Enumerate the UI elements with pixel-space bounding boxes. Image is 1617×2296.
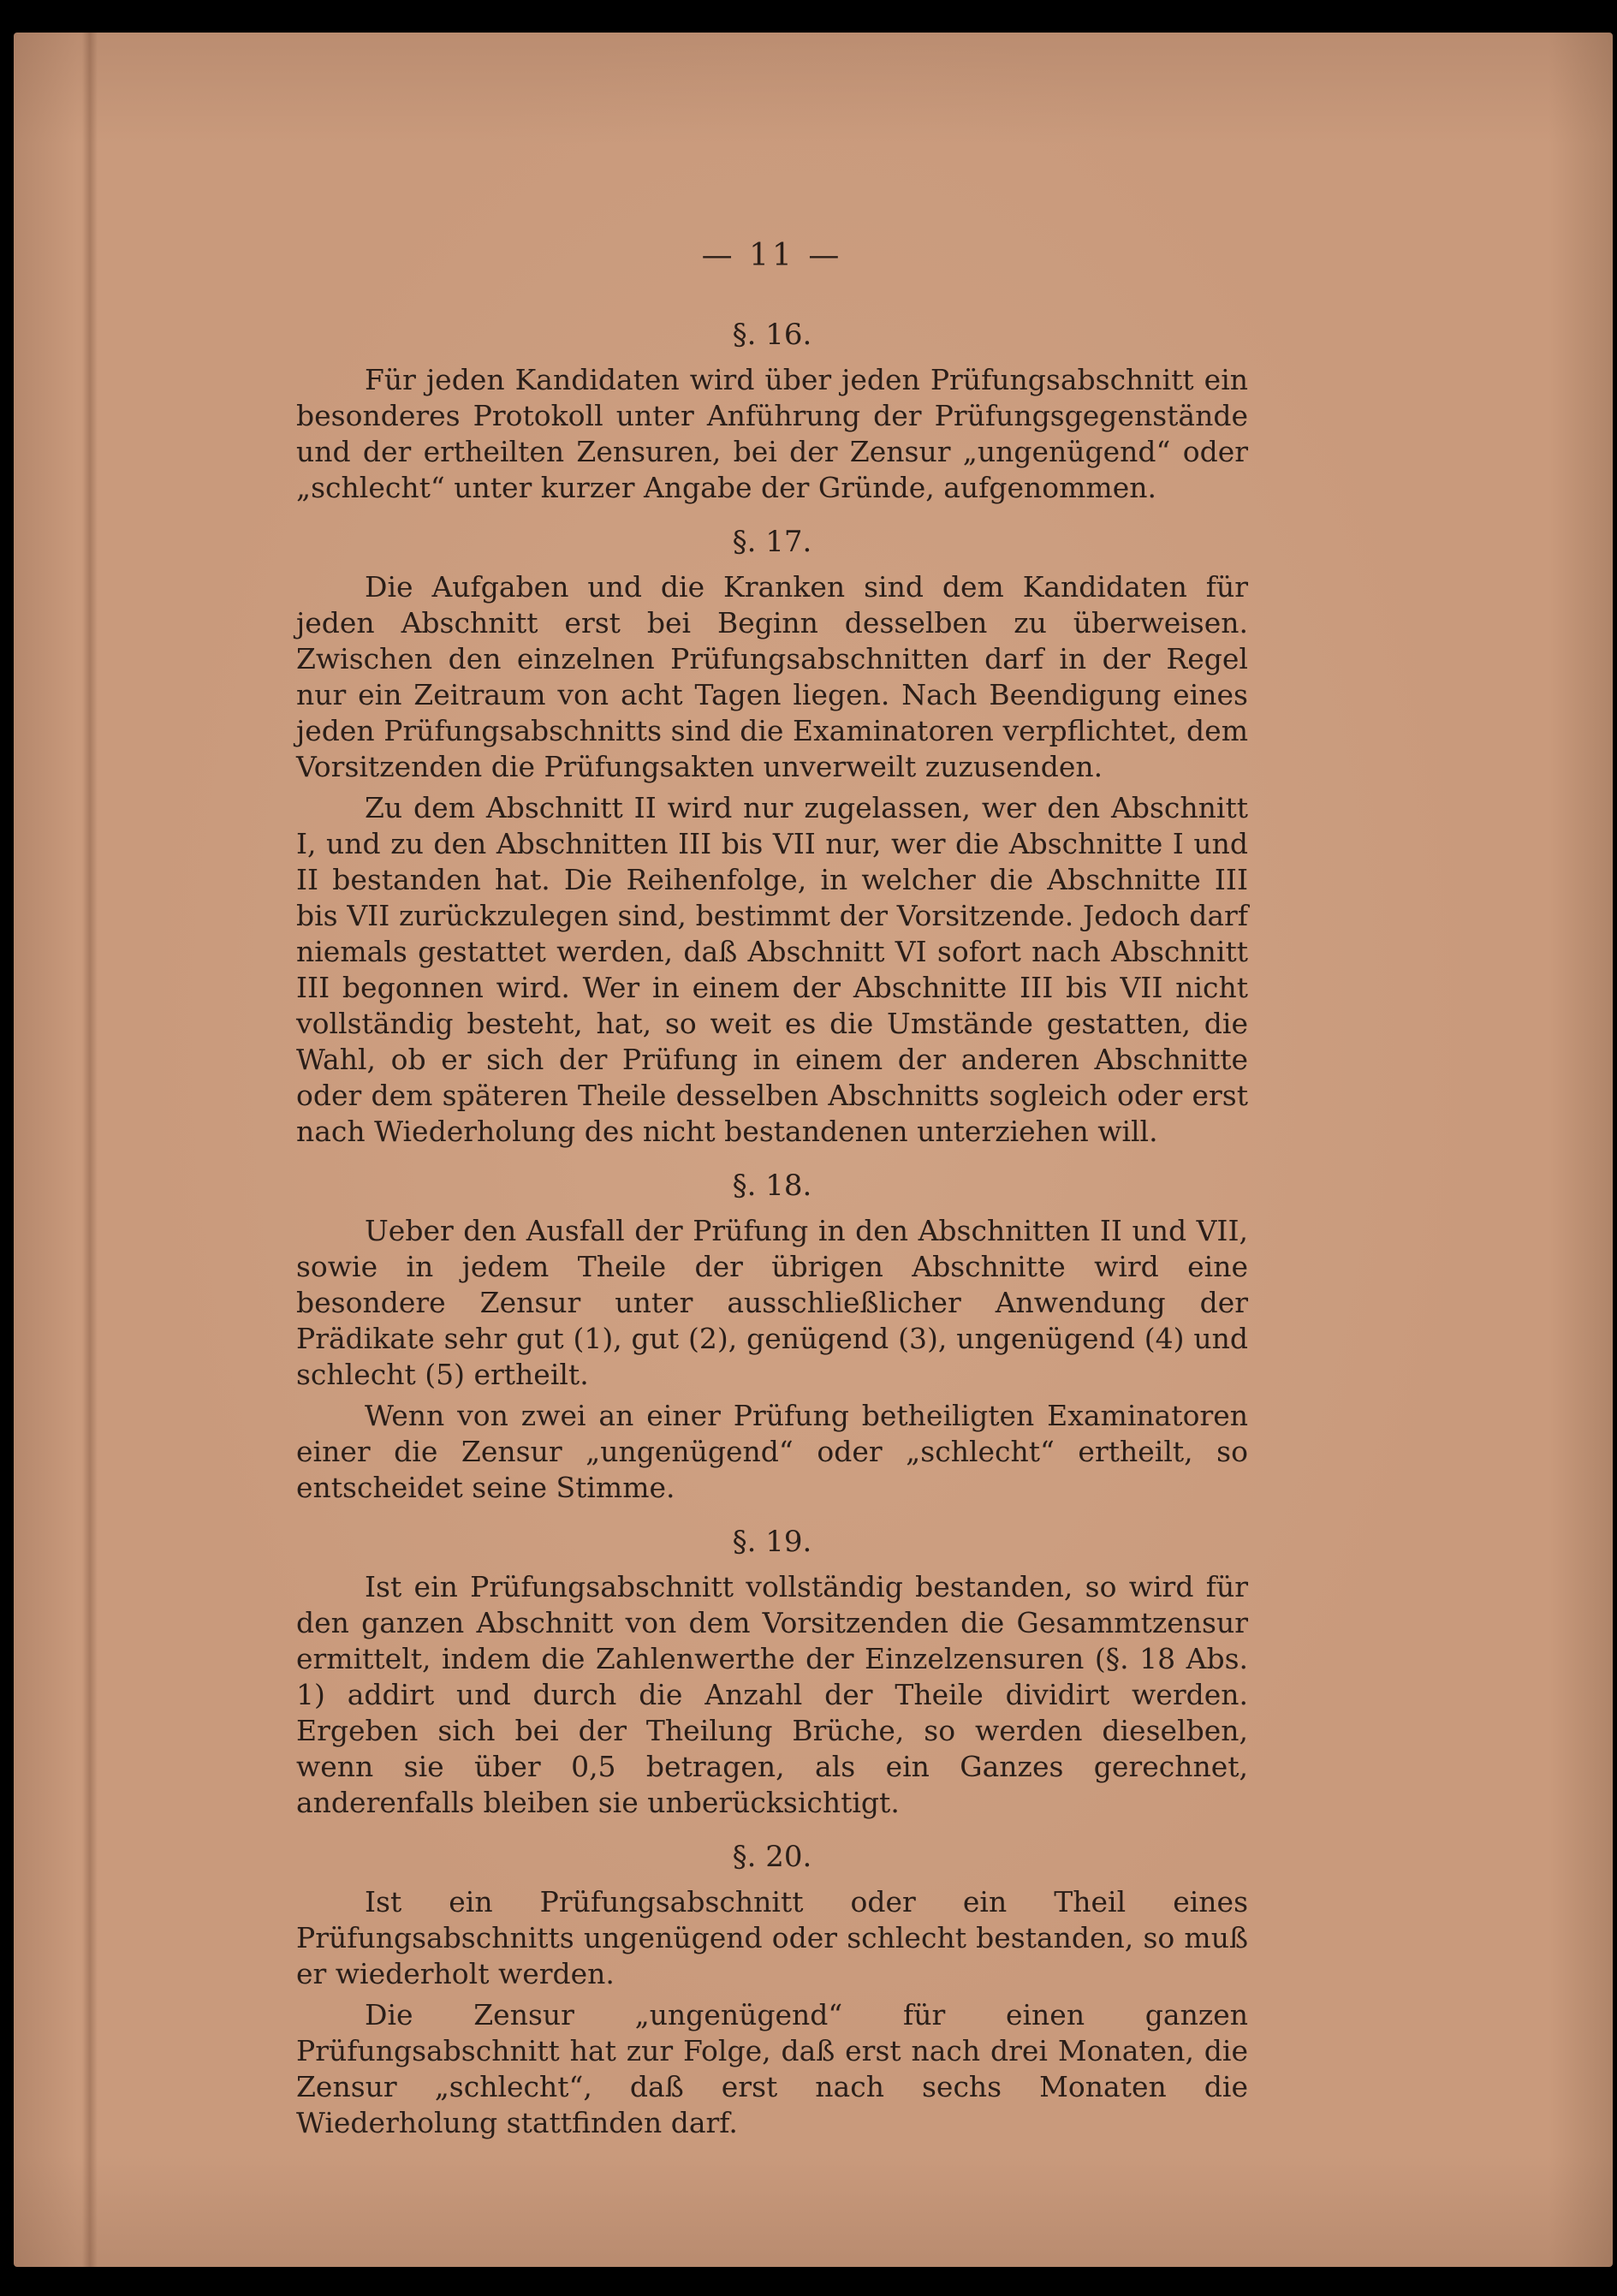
section-20 [296, 1838, 1248, 2141]
page-number: — 11 — [701, 238, 843, 273]
section-paragraph: Die Aufgaben und die Kranken sind dem Kandidaten für jeden Abschnitt erst bei Beginn desselben zu überweisen. Zwischen den einzelnen Prüfungsabschnitten darf in der Regel nur ein Zeitraum von acht Tagen liegen. Nach Beendigung eines jeden Prüfungsabschnitts sind die Examinatoren verpflichtet, dem Vorsitzenden die Prüfungsakten unverweilt zuzusenden. [296, 570, 1248, 783]
page-content [296, 238, 1248, 2158]
book-page [14, 33, 1613, 2267]
section-heading: §. 20. [732, 1840, 812, 1874]
section-paragraph: Ist ein Prüfungsabschnitt vollständig bestanden, so wird für den ganzen Abschnitt von dem Vorsitzenden die Gesammtzensur ermittelt, indem die Zahlenwerthe der Einzelzensuren (§. 18 Abs. 1) addirt und durch die Anzahl der Theile dividirt werden. Ergeben sich bei der Theilung Brüche, so werden dieselben, wenn sie über 0,5 betragen, als ein Ganzes gerechnet, anderenfalls bleiben sie unberücksichtigt. [296, 1570, 1248, 1819]
section-heading: §. 16. [732, 318, 812, 352]
section-18 [296, 1167, 1248, 1506]
section-paragraph: Zu dem Abschnitt II wird nur zugelassen, wer den Abschnitt I, und zu den Abschnitten III bis VII nur, wer die Abschnitte I und II bestanden hat. Die Reihenfolge, in welcher die Abschnitte III bis VII zurückzulegen sind, bestimmt der Vorsitzende. Jedoch darf niemals gestattet werden, daß Abschnitt VI sofort nach Abschnitt III begonnen wird. Wer in einem der Abschnitte III bis VII nicht vollständig besteht, hat, so weit es die Umstände gestatten, die Wahl, ob er sich der Prüfung in einem der anderen Abschnitte oder dem späteren Theile desselben Abschnitts sogleich oder erst nach Wiederholung des nicht bestandenen unterziehen will. [296, 791, 1248, 1148]
section-heading: §. 19. [732, 1525, 812, 1559]
section-paragraph: Für jeden Kandidaten wird über jeden Prüfungsabschnitt ein besonderes Protokoll unter Anführung der Prüfungsgegenstände und der ertheilten Zensuren, bei der Zensur „ungenügend“ oder „schlecht“ unter kurzer Angabe der Gründe, aufgenommen. [296, 363, 1248, 504]
section-paragraph: Wenn von zwei an einer Prüfung betheiligten Examinatoren einer die Zensur „ungenügend“ oder „schlecht“ ertheilt, so entscheidet seine Stimme. [296, 1399, 1248, 1504]
page-gutter-shadow [82, 33, 98, 2267]
section-19 [296, 1523, 1248, 1821]
section-paragraph: Ueber den Ausfall der Prüfung in den Abschnitten II und VII, sowie in jedem Theile der übrigen Abschnitte wird eine besondere Zensur unter ausschließlicher Anwendung der Prädikate sehr gut (1), gut (2), genügend (3), ungenügend (4) und schlecht (5) ertheilt. [296, 1214, 1248, 1391]
section-paragraph: Die Zensur „ungenügend“ für einen ganzen Prüfungsabschnitt hat zur Folge, daß erst nach drei Monaten, die Zensur „schlecht“, daß erst nach sechs Monaten die Wiederholung stattfinden darf. [296, 1998, 1248, 2139]
section-17 [296, 523, 1248, 1150]
section-16 [296, 316, 1248, 506]
section-heading: §. 18. [732, 1169, 812, 1203]
section-paragraph: Ist ein Prüfungsabschnitt oder ein Theil eines Prüfungsabschnitts ungenügend oder schlecht bestanden, so muß er wiederholt werden. [296, 1885, 1248, 1990]
section-heading: §. 17. [732, 525, 812, 559]
